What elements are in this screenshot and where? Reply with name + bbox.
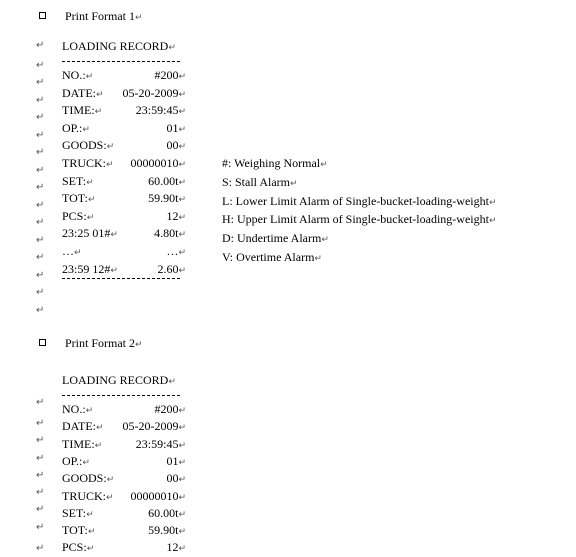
paragraph-mark: ↵: [87, 527, 96, 538]
paragraph-mark: ↵: [36, 453, 45, 464]
record-value: 59.90t↵: [148, 191, 186, 206]
format1-bottom-divider: [62, 278, 180, 279]
record-row: [62, 489, 186, 503]
paragraph-mark: ↵: [178, 248, 186, 258]
record-value: …↵: [166, 244, 186, 258]
record-label: TOT:↵: [62, 523, 96, 538]
paragraph-mark: ↵: [82, 124, 90, 135]
paragraph-mark: ↵: [178, 89, 186, 100]
format2-record-heading: LOADING RECORD↵: [62, 373, 176, 387]
record-value: 00000010↵: [130, 488, 186, 503]
record-row: [62, 191, 186, 205]
record-value: 05-20-2009↵: [122, 85, 186, 100]
paragraph-mark: ↵: [106, 492, 114, 503]
paragraph-mark: ↵: [106, 142, 115, 153]
paragraph-mark: ↵: [320, 160, 328, 170]
paragraph-mark: ↵: [178, 544, 186, 555]
legend-item: H: Upper Limit Alarm of Single-bucket-loading-weight↵: [222, 212, 497, 227]
record-value: 00000010↵: [130, 156, 186, 170]
paragraph-mark: ↵: [110, 265, 118, 276]
format1-top-divider: [62, 61, 180, 62]
record-label: DATE:↵: [62, 85, 104, 100]
record-value: #200↵: [154, 68, 186, 82]
paragraph-mark: ↵: [87, 195, 96, 206]
format2-top-divider: [62, 395, 180, 396]
record-row: [62, 523, 186, 537]
paragraph-mark: ↵: [36, 235, 45, 246]
format1-bullet: [39, 12, 46, 19]
record-value: 23:59:45↵: [135, 436, 186, 451]
format1-record-heading: LOADING RECORD↵: [62, 39, 176, 53]
record-label: 23:59 12#↵: [62, 261, 118, 276]
record-label: DATE:↵: [62, 419, 104, 434]
paragraph-mark: ↵: [86, 509, 94, 520]
paragraph-mark: ↵: [36, 397, 45, 408]
paragraph-mark: ↵: [36, 200, 45, 211]
paragraph-mark: ↵: [178, 457, 186, 468]
paragraph-mark: ↵: [36, 435, 45, 446]
paragraph-mark: ↵: [94, 107, 103, 118]
record-row: [62, 86, 186, 100]
paragraph-mark: ↵: [135, 13, 143, 23]
record-label: TRUCK:↵: [62, 488, 114, 503]
record-row: [62, 437, 186, 451]
record-row: [62, 121, 186, 135]
paragraph-mark: ↵: [178, 475, 186, 486]
record-value: 2.60↵: [157, 261, 186, 276]
paragraph-mark: ↵: [86, 212, 95, 223]
record-row: [62, 419, 186, 433]
paragraph-mark: ↵: [321, 235, 329, 246]
record-label: NO.:↵: [62, 68, 94, 82]
paragraph-mark: ↵: [488, 216, 497, 227]
record-value: 60.00t↵: [148, 173, 186, 188]
paragraph-mark: ↵: [36, 182, 45, 193]
record-value: 01↵: [166, 453, 186, 468]
paragraph-mark: ↵: [94, 440, 103, 451]
paragraph-mark: ↵: [36, 418, 45, 429]
paragraph-mark: ↵: [178, 124, 186, 135]
paragraph-mark: ↵: [178, 527, 186, 538]
record-row: [62, 103, 186, 117]
record-label: GOODS:↵: [62, 471, 115, 486]
paragraph-mark: ↵: [178, 212, 186, 223]
record-value: #200↵: [154, 402, 186, 416]
paragraph-mark: ↵: [178, 265, 186, 276]
paragraph-mark: ↵: [178, 440, 186, 451]
record-label: TRUCK:↵: [62, 156, 114, 170]
paragraph-mark: ↵: [86, 177, 94, 188]
paragraph-mark: ↵: [36, 287, 45, 298]
paragraph-mark: ↵: [82, 457, 90, 468]
record-label: TIME:↵: [62, 436, 103, 451]
legend-item: #: Weighing Normal↵: [222, 156, 328, 170]
record-row: [62, 262, 186, 276]
paragraph-mark: ↵: [178, 177, 186, 188]
record-row: [62, 226, 186, 240]
legend-item: V: Overtime Alarm↵: [222, 250, 322, 264]
record-label: …↵: [62, 244, 82, 258]
paragraph-mark: ↵: [178, 492, 186, 503]
record-label: PCS:↵: [62, 540, 95, 555]
paragraph-mark: ↵: [178, 72, 186, 82]
record-label: TOT:↵: [62, 191, 96, 206]
paragraph-mark: ↵: [36, 130, 45, 141]
paragraph-mark: ↵: [36, 305, 45, 316]
paragraph-mark: ↵: [488, 197, 497, 208]
record-label: TIME:↵: [62, 103, 103, 118]
record-row: [62, 138, 186, 152]
paragraph-mark: ↵: [96, 423, 104, 434]
paragraph-mark: ↵: [36, 112, 45, 123]
paragraph-mark: ↵: [178, 107, 186, 118]
paragraph-mark: ↵: [178, 406, 186, 416]
record-row: [62, 471, 186, 485]
record-value: 00↵: [166, 471, 186, 486]
paragraph-mark: ↵: [178, 509, 186, 520]
record-label: GOODS:↵: [62, 138, 115, 153]
paragraph-mark: ↵: [178, 142, 186, 153]
paragraph-mark: ↵: [36, 165, 45, 176]
record-value: 12↵: [166, 540, 186, 555]
paragraph-mark: ↵: [36, 504, 45, 515]
paragraph-mark: ↵: [106, 160, 114, 170]
paragraph-mark: ↵: [36, 40, 45, 51]
paragraph-mark: ↵: [314, 254, 322, 264]
record-row: [62, 506, 186, 520]
record-value: 23:59:45↵: [135, 103, 186, 118]
record-row: [62, 156, 186, 170]
paragraph-mark: ↵: [85, 72, 94, 82]
paragraph-mark: ↵: [36, 77, 45, 88]
legend-item: S: Stall Alarm↵: [222, 174, 298, 189]
format2-title: Print Format 2↵: [65, 336, 143, 350]
legend-item: D: Undertime Alarm↵: [222, 231, 329, 246]
record-value: 05-20-2009↵: [122, 419, 186, 434]
paragraph-mark: ↵: [74, 248, 82, 258]
paragraph-mark: ↵: [36, 252, 45, 263]
paragraph-mark: ↵: [106, 475, 115, 486]
paragraph-mark: ↵: [110, 230, 118, 241]
record-value: 60.00t↵: [148, 505, 186, 520]
paragraph-mark: ↵: [178, 195, 186, 206]
paragraph-mark: ↵: [178, 230, 186, 241]
record-row: [62, 68, 186, 82]
record-row: [62, 402, 186, 416]
format1-title: Print Format 1↵: [65, 9, 143, 23]
paragraph-mark: ↵: [86, 544, 95, 555]
record-label: 23:25 01#↵: [62, 226, 118, 241]
record-value: 01↵: [166, 120, 186, 135]
paragraph-mark: ↵: [178, 423, 186, 434]
record-row: [62, 454, 186, 468]
record-value: 12↵: [166, 208, 186, 223]
format2-bullet: [39, 339, 46, 346]
paragraph-mark: ↵: [36, 95, 45, 106]
record-row: [62, 209, 186, 223]
paragraph-mark: ↵: [36, 470, 45, 481]
paragraph-mark: ↵: [96, 89, 104, 100]
paragraph-mark: ↵: [85, 406, 94, 416]
record-label: PCS:↵: [62, 208, 95, 223]
legend-item: L: Lower Limit Alarm of Single-bucket-loading-weight↵: [222, 193, 497, 208]
paragraph-mark: ↵: [36, 487, 45, 498]
paragraph-mark: ↵: [36, 543, 45, 554]
record-label: OP.:↵: [62, 120, 90, 135]
paragraph-mark: ↵: [36, 522, 45, 533]
record-row: [62, 244, 186, 258]
record-value: 00↵: [166, 138, 186, 153]
record-value: 59.90t↵: [148, 523, 186, 538]
paragraph-mark: ↵: [36, 270, 45, 281]
record-value: 4.80t↵: [154, 226, 186, 241]
paragraph-mark: ↵: [36, 147, 45, 158]
record-label: NO.:↵: [62, 402, 94, 416]
paragraph-mark: ↵: [36, 217, 45, 228]
record-label: SET:↵: [62, 173, 94, 188]
paragraph-mark: ↵: [290, 178, 298, 189]
record-label: OP.:↵: [62, 453, 90, 468]
record-row: [62, 174, 186, 188]
paragraph-mark: ↵: [36, 60, 45, 71]
record-label: SET:↵: [62, 505, 94, 520]
paragraph-mark: ↵: [178, 160, 186, 170]
record-row: [62, 540, 186, 554]
